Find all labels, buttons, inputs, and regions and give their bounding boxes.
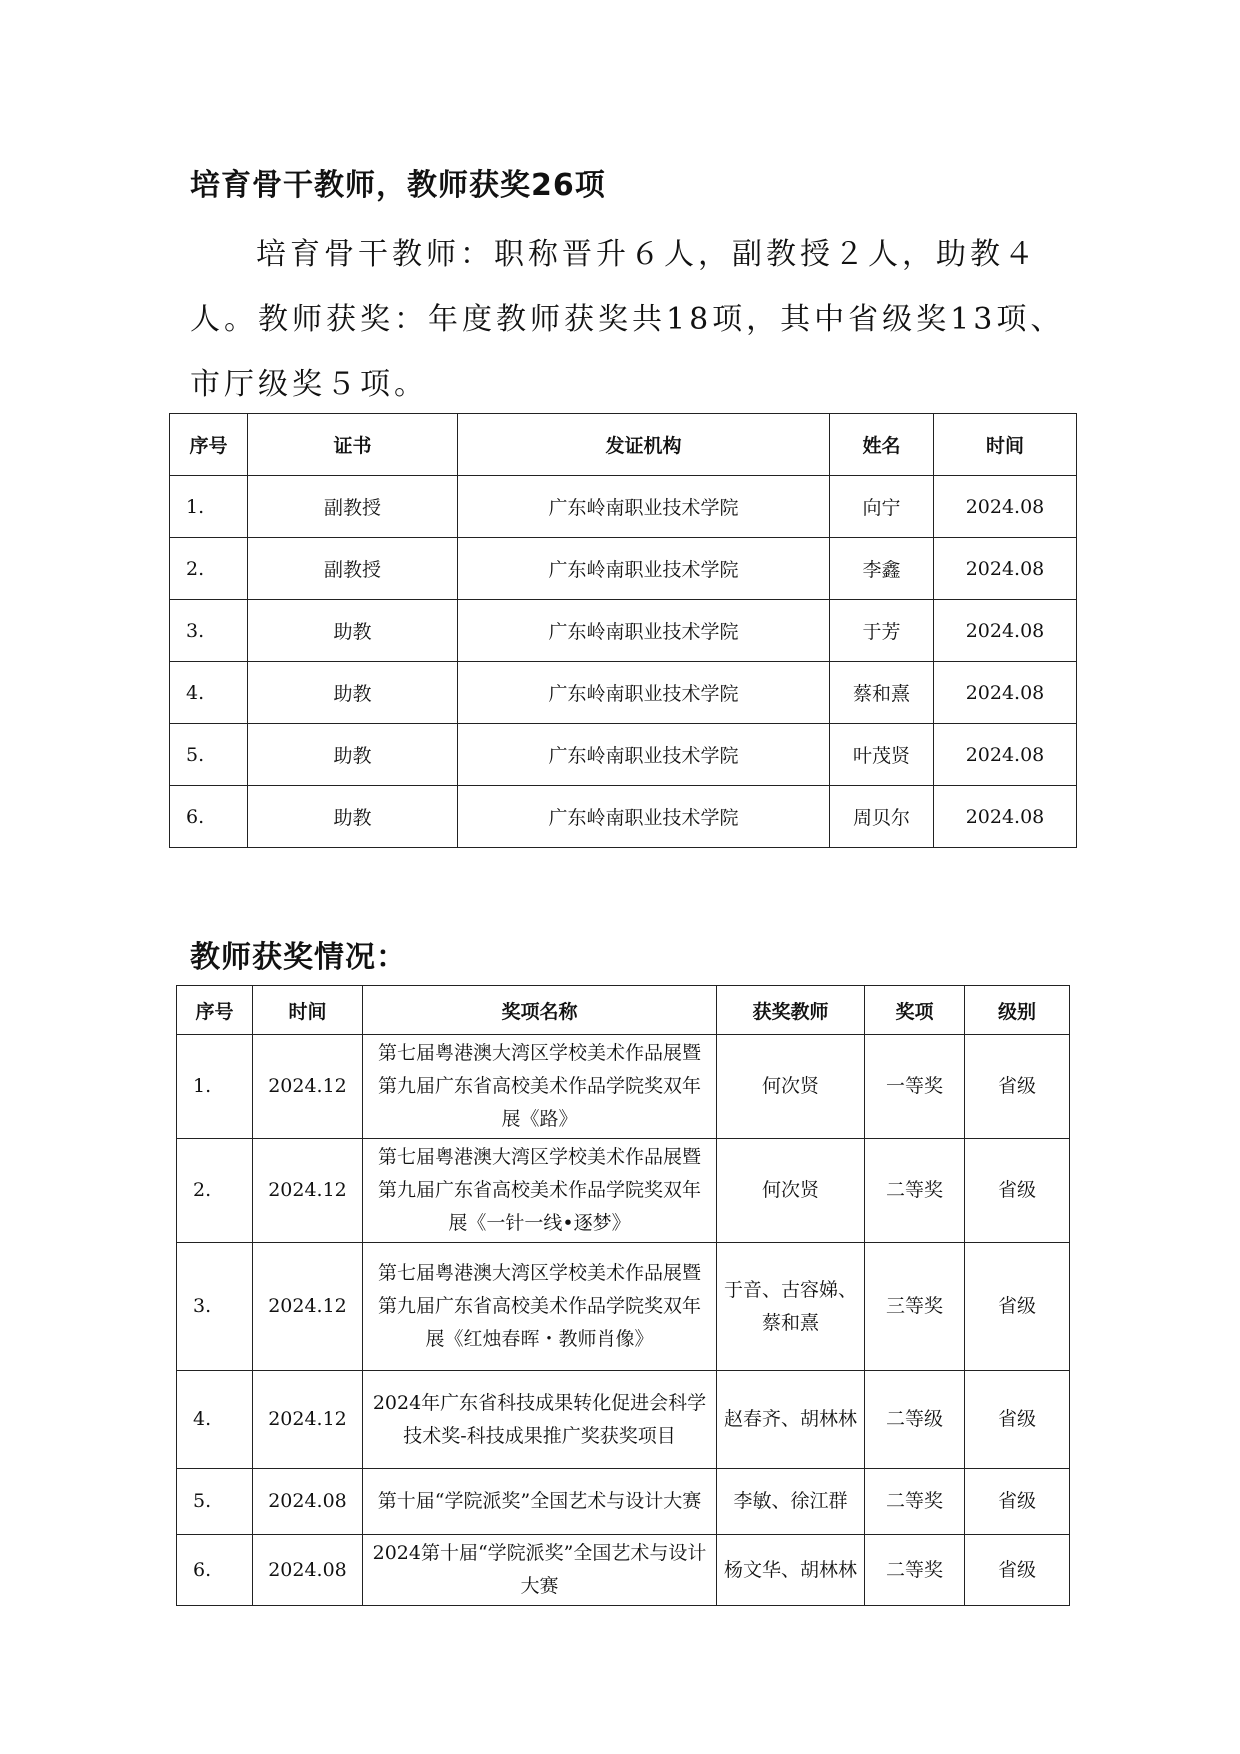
cell-level: 省级 [965, 1035, 1070, 1139]
cell-index: 3. [170, 600, 248, 662]
cell-index: 5. [170, 724, 248, 786]
cell-name: 向宁 [830, 476, 934, 538]
cell-index: 1. [170, 476, 248, 538]
cell-date: 2024.08 [253, 1469, 363, 1535]
cell-date: 2024.08 [934, 538, 1077, 600]
cell-winning-teachers: 于音、古容娣、蔡和熹 [717, 1243, 865, 1371]
teacher-awards-table [176, 985, 1070, 1606]
cell-winning-teachers: 何次贤 [717, 1035, 865, 1139]
cell-date: 2024.08 [934, 476, 1077, 538]
summary-text: 培育骨干教师：职称晋升６人，副教授２人，助教４人。教师获奖：年度教师获奖共18项，其中省级奖13项、市厅级奖５项。 [190, 237, 1065, 402]
summary-paragraph [190, 222, 1070, 417]
cell-certificate: 助教 [248, 600, 458, 662]
table-row [170, 662, 1077, 724]
header-prize: 奖项 [865, 986, 965, 1035]
cell-date: 2024.08 [934, 786, 1077, 848]
cell-index: 2. [170, 538, 248, 600]
cell-level: 省级 [965, 1535, 1070, 1606]
cell-index: 6. [177, 1535, 253, 1606]
cell-index: 3. [177, 1243, 253, 1371]
cell-name: 蔡和熹 [830, 662, 934, 724]
header-date: 时间 [253, 986, 363, 1035]
cell-level: 省级 [965, 1139, 1070, 1243]
table-row [177, 1035, 1070, 1139]
cell-index: 6. [170, 786, 248, 848]
section-heading-backbone-teachers: 培育骨干教师，教师获奖26项 [190, 168, 606, 203]
cell-index: 1. [177, 1035, 253, 1139]
header-winning-teachers: 获奖教师 [717, 986, 865, 1035]
cell-award-name: 第七届粤港澳大湾区学校美术作品展暨第九届广东省高校美术作品学院奖双年展《一针一线•逐梦》 [363, 1139, 717, 1243]
cell-prize: 二等奖 [865, 1139, 965, 1243]
table-row [177, 1243, 1070, 1371]
title-promotion-table [169, 413, 1077, 848]
cell-winning-teachers: 杨文华、胡林林 [717, 1535, 865, 1606]
cell-level: 省级 [965, 1371, 1070, 1469]
cell-prize: 三等奖 [865, 1243, 965, 1371]
cell-date: 2024.12 [253, 1243, 363, 1371]
cell-prize: 二等奖 [865, 1469, 965, 1535]
cell-date: 2024.08 [934, 662, 1077, 724]
table-header-row [170, 414, 1077, 476]
header-award-name: 奖项名称 [363, 986, 717, 1035]
cell-index: 5. [177, 1469, 253, 1535]
cell-certificate: 助教 [248, 786, 458, 848]
header-index: 序号 [170, 414, 248, 476]
cell-certificate: 助教 [248, 724, 458, 786]
cell-level: 省级 [965, 1469, 1070, 1535]
cell-winning-teachers: 李敏、徐江群 [717, 1469, 865, 1535]
cell-prize: 一等奖 [865, 1035, 965, 1139]
header-date: 时间 [934, 414, 1077, 476]
header-name: 姓名 [830, 414, 934, 476]
cell-date: 2024.08 [934, 600, 1077, 662]
cell-issuer: 广东岭南职业技术学院 [458, 538, 830, 600]
cell-prize: 二等奖 [865, 1535, 965, 1606]
cell-issuer: 广东岭南职业技术学院 [458, 786, 830, 848]
cell-certificate: 副教授 [248, 538, 458, 600]
cell-index: 4. [170, 662, 248, 724]
cell-issuer: 广东岭南职业技术学院 [458, 724, 830, 786]
table-row [170, 476, 1077, 538]
table-row [177, 1139, 1070, 1243]
cell-issuer: 广东岭南职业技术学院 [458, 600, 830, 662]
cell-award-name: 第七届粤港澳大湾区学校美术作品展暨第九届广东省高校美术作品学院奖双年展《路》 [363, 1035, 717, 1139]
cell-name: 周贝尔 [830, 786, 934, 848]
section-heading-teacher-awards: 教师获奖情况： [190, 940, 407, 975]
cell-issuer: 广东岭南职业技术学院 [458, 476, 830, 538]
cell-date: 2024.12 [253, 1371, 363, 1469]
table-row [177, 1469, 1070, 1535]
table-row [170, 724, 1077, 786]
cell-name: 叶茂贤 [830, 724, 934, 786]
cell-award-name: 2024年广东省科技成果转化促进会科学技术奖-科技成果推广奖获奖项目 [363, 1371, 717, 1469]
table-row [170, 538, 1077, 600]
table-row [177, 1371, 1070, 1469]
cell-winning-teachers: 赵春齐、胡林林 [717, 1371, 865, 1469]
cell-date: 2024.08 [934, 724, 1077, 786]
header-index: 序号 [177, 986, 253, 1035]
cell-index: 4. [177, 1371, 253, 1469]
table-header-row [177, 986, 1070, 1035]
cell-award-name: 第十届“学院派奖”全国艺术与设计大赛 [363, 1469, 717, 1535]
cell-date: 2024.12 [253, 1139, 363, 1243]
cell-name: 李鑫 [830, 538, 934, 600]
cell-index: 2. [177, 1139, 253, 1243]
table-row [170, 786, 1077, 848]
cell-date: 2024.08 [253, 1535, 363, 1606]
cell-winning-teachers: 何次贤 [717, 1139, 865, 1243]
table-row [177, 1535, 1070, 1606]
cell-date: 2024.12 [253, 1035, 363, 1139]
cell-name: 于芳 [830, 600, 934, 662]
header-level: 级别 [965, 986, 1070, 1035]
cell-level: 省级 [965, 1243, 1070, 1371]
table-row [170, 600, 1077, 662]
cell-certificate: 副教授 [248, 476, 458, 538]
cell-certificate: 助教 [248, 662, 458, 724]
header-certificate: 证书 [248, 414, 458, 476]
cell-award-name: 2024第十届“学院派奖”全国艺术与设计大赛 [363, 1535, 717, 1606]
cell-issuer: 广东岭南职业技术学院 [458, 662, 830, 724]
cell-prize: 二等级 [865, 1371, 965, 1469]
cell-award-name: 第七届粤港澳大湾区学校美术作品展暨第九届广东省高校美术作品学院奖双年展《红烛春晖・教师肖像》 [363, 1243, 717, 1371]
header-issuer: 发证机构 [458, 414, 830, 476]
